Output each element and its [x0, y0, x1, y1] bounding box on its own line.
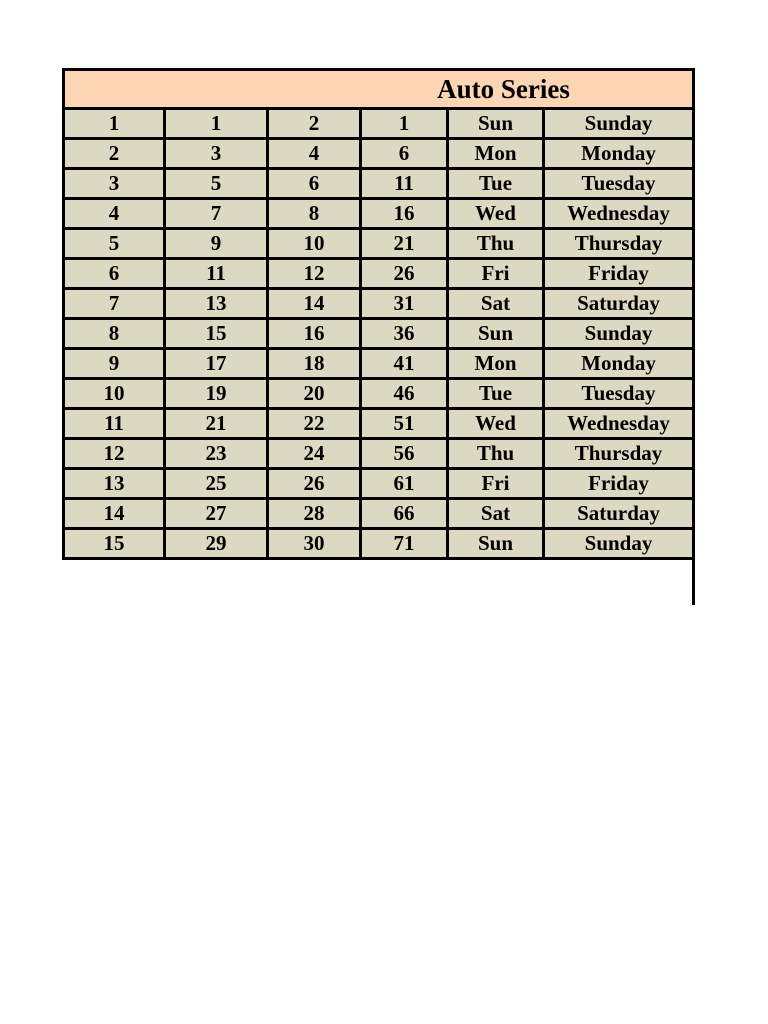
cell-even[interactable]: 8 — [268, 199, 361, 229]
spreadsheet-viewport — [62, 68, 695, 605]
cell-even[interactable]: 16 — [268, 319, 361, 349]
cell-index[interactable]: 4 — [64, 199, 165, 229]
cell-day-short[interactable]: Thu — [448, 229, 544, 259]
cell-day-long[interactable]: Tuesday — [544, 379, 694, 409]
cell-step5[interactable]: 11 — [361, 169, 448, 199]
table-row — [64, 259, 696, 289]
title-cell[interactable] — [64, 70, 696, 109]
cell-day-long[interactable]: Friday — [544, 469, 694, 499]
cell-index[interactable]: 13 — [64, 469, 165, 499]
table-row — [64, 169, 696, 199]
cell-odd[interactable]: 3 — [165, 139, 268, 169]
cell-day-short[interactable]: Sun — [448, 529, 544, 559]
cell-index[interactable]: 9 — [64, 349, 165, 379]
cell-even[interactable]: 12 — [268, 259, 361, 289]
table-row — [64, 109, 696, 139]
cell-day-short[interactable]: Sun — [448, 109, 544, 139]
cell-day-short[interactable]: Wed — [448, 199, 544, 229]
cell-day-short[interactable]: Sat — [448, 289, 544, 319]
cell-odd[interactable]: 21 — [165, 409, 268, 439]
cell-step5[interactable]: 36 — [361, 319, 448, 349]
cell-day-long[interactable]: Sunday — [544, 319, 694, 349]
cell-odd[interactable]: 9 — [165, 229, 268, 259]
table-row — [64, 199, 696, 229]
table-row — [64, 319, 696, 349]
cell-step5[interactable]: 46 — [361, 379, 448, 409]
cell-even[interactable]: 20 — [268, 379, 361, 409]
cell-day-long[interactable]: Friday — [544, 259, 694, 289]
table-row — [64, 349, 696, 379]
cell-index[interactable]: 14 — [64, 499, 165, 529]
cell-even[interactable]: 14 — [268, 289, 361, 319]
cell-day-long[interactable]: Saturday — [544, 499, 694, 529]
table-body — [64, 70, 696, 559]
cell-even[interactable]: 18 — [268, 349, 361, 379]
cell-step5[interactable]: 51 — [361, 409, 448, 439]
cell-odd[interactable]: 19 — [165, 379, 268, 409]
cell-index[interactable]: 1 — [64, 109, 165, 139]
cell-day-short[interactable]: Wed — [448, 409, 544, 439]
cell-step5[interactable]: 16 — [361, 199, 448, 229]
cell-day-short[interactable]: Mon — [448, 139, 544, 169]
cell-odd[interactable]: 29 — [165, 529, 268, 559]
cell-index[interactable]: 5 — [64, 229, 165, 259]
cell-odd[interactable]: 25 — [165, 469, 268, 499]
cell-step5[interactable]: 26 — [361, 259, 448, 289]
cell-even[interactable]: 30 — [268, 529, 361, 559]
cell-odd[interactable]: 27 — [165, 499, 268, 529]
cell-odd[interactable]: 7 — [165, 199, 268, 229]
cell-step5[interactable]: 21 — [361, 229, 448, 259]
cell-even[interactable]: 24 — [268, 439, 361, 469]
table-row — [64, 379, 696, 409]
sheet-title: Auto Series — [437, 74, 570, 104]
cell-day-short[interactable]: Sun — [448, 319, 544, 349]
cell-odd[interactable]: 15 — [165, 319, 268, 349]
cell-index[interactable]: 2 — [64, 139, 165, 169]
cell-day-short[interactable]: Sat — [448, 499, 544, 529]
cell-even[interactable]: 6 — [268, 169, 361, 199]
table-row — [64, 139, 696, 169]
cell-day-short[interactable]: Mon — [448, 349, 544, 379]
cell-step5[interactable]: 71 — [361, 529, 448, 559]
cell-even[interactable]: 4 — [268, 139, 361, 169]
cell-index[interactable]: 7 — [64, 289, 165, 319]
cell-day-long[interactable]: Wednesday — [544, 199, 694, 229]
cell-odd[interactable]: 13 — [165, 289, 268, 319]
table-row — [64, 229, 696, 259]
cell-step5[interactable]: 31 — [361, 289, 448, 319]
table-row — [64, 289, 696, 319]
cell-day-long[interactable]: Sunday — [544, 529, 694, 559]
cell-day-long[interactable]: Sunday — [544, 109, 694, 139]
cell-step5[interactable]: 6 — [361, 139, 448, 169]
table-row — [64, 409, 696, 439]
cell-odd[interactable]: 11 — [165, 259, 268, 289]
cell-index[interactable]: 3 — [64, 169, 165, 199]
cell-step5[interactable]: 1 — [361, 109, 448, 139]
cell-day-short[interactable]: Thu — [448, 439, 544, 469]
table-row — [64, 529, 696, 559]
cell-even[interactable]: 26 — [268, 469, 361, 499]
title-row — [64, 70, 696, 109]
cell-day-short[interactable]: Tue — [448, 169, 544, 199]
cell-day-long[interactable]: Tuesday — [544, 169, 694, 199]
table-row — [64, 439, 696, 469]
cell-odd[interactable]: 1 — [165, 109, 268, 139]
auto-series-table — [62, 68, 695, 560]
table-row — [64, 469, 696, 499]
cell-odd[interactable]: 23 — [165, 439, 268, 469]
cell-even[interactable]: 10 — [268, 229, 361, 259]
cell-day-short[interactable]: Tue — [448, 379, 544, 409]
cell-step5[interactable]: 61 — [361, 469, 448, 499]
cell-day-long[interactable]: Saturday — [544, 289, 694, 319]
cell-even[interactable]: 2 — [268, 109, 361, 139]
cell-even[interactable]: 28 — [268, 499, 361, 529]
cell-index[interactable]: 12 — [64, 439, 165, 469]
cell-step5[interactable]: 66 — [361, 499, 448, 529]
cell-day-short[interactable]: Fri — [448, 469, 544, 499]
cell-day-long[interactable]: Thursday — [544, 229, 694, 259]
table-row — [64, 499, 696, 529]
cell-step5[interactable]: 41 — [361, 349, 448, 379]
cell-day-long[interactable]: Wednesday — [544, 409, 694, 439]
cell-even[interactable]: 22 — [268, 409, 361, 439]
cell-index[interactable]: 15 — [64, 529, 165, 559]
visible-right-border — [692, 68, 695, 605]
cell-day-long[interactable]: Monday — [544, 139, 694, 169]
cell-index[interactable]: 8 — [64, 319, 165, 349]
cell-day-long[interactable]: Monday — [544, 349, 694, 379]
cell-index[interactable]: 11 — [64, 409, 165, 439]
cell-step5[interactable]: 56 — [361, 439, 448, 469]
cell-odd[interactable]: 5 — [165, 169, 268, 199]
cell-day-short[interactable]: Fri — [448, 259, 544, 289]
cell-odd[interactable]: 17 — [165, 349, 268, 379]
cell-index[interactable]: 6 — [64, 259, 165, 289]
cell-index[interactable]: 10 — [64, 379, 165, 409]
cell-day-long[interactable]: Thursday — [544, 439, 694, 469]
